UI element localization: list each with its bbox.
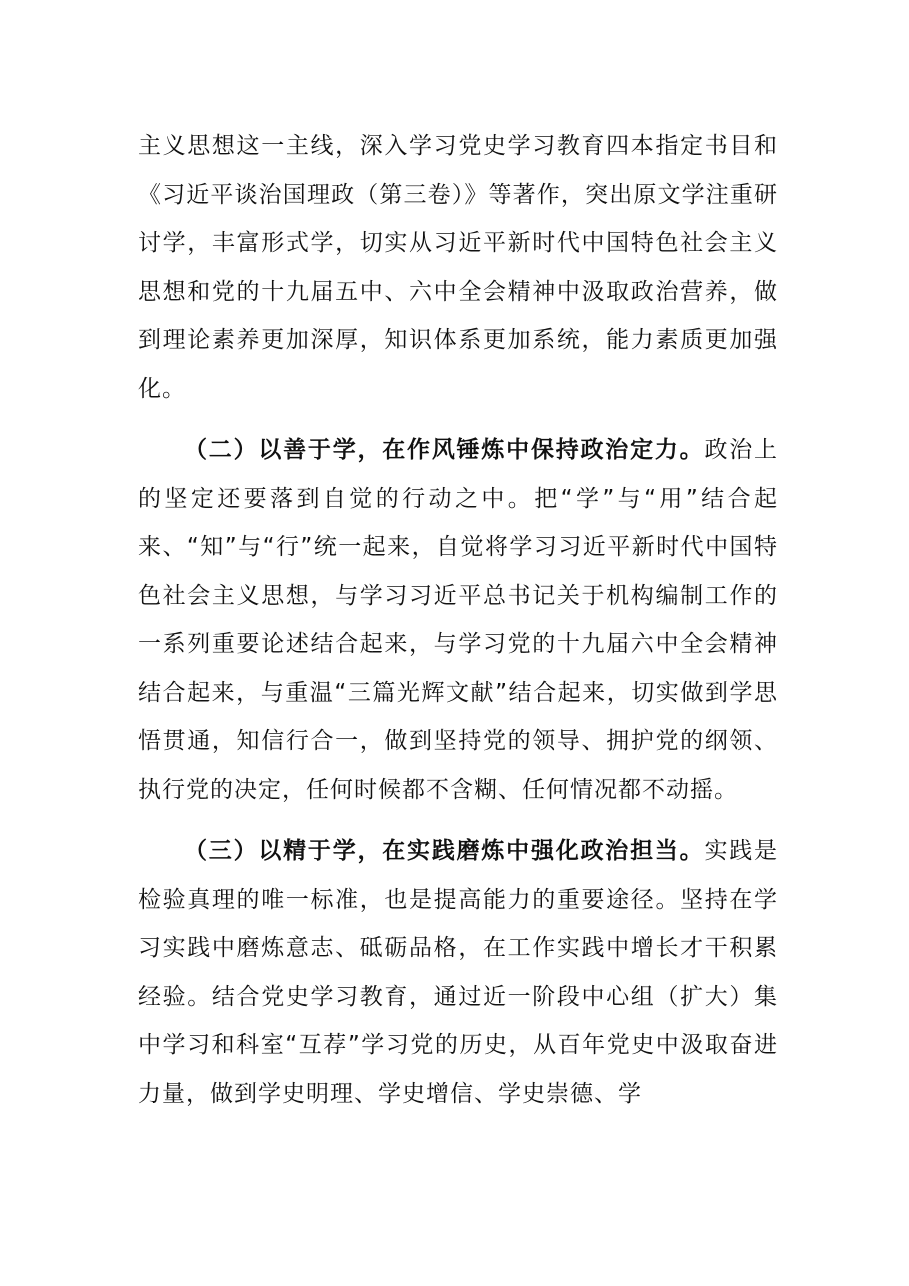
paragraph-1 — [138, 122, 778, 413]
paragraph-2-heading: （二）以善于学，在作风锤炼中保持政治定力。 — [184, 437, 705, 463]
paragraph-3 — [138, 827, 778, 1118]
paragraph-2 — [138, 426, 778, 814]
document-body — [138, 122, 778, 1118]
paragraph-2-body: 政治上的坚定还要落到自觉的行动之中。把“学”与“用”结合起来、“知”与“行”统一起来，自觉将学习习近平新时代中国特色社会主义思想，与学习习近平总书记关于机构编制工作的一系列重要论述结合起来，与学习党的十九届六中全会精神结合起来，与重温“三篇光辉文献”结合起来，切实做到学思悟贯通，知信行合一，做到坚持党的领导、拥护党的纲领、执行党的决定，任何时候都不含糊、任何情况都不动摇。 — [138, 437, 779, 803]
paragraph-3-heading: （三）以精于学，在实践磨炼中强化政治担当。 — [184, 838, 705, 864]
paragraph-1-body: 主义思想这一主线，深入学习党史学习教育四本指定书目和《习近平谈治国理政（第三卷）》等著作，突出原文学注重研讨学，丰富形式学，切实从习近平新时代中国特色社会主义思想和党的十九届五中、六中全会精神中汲取政治营养，做到理论素养更加深厚，知识体系更加系统，能力素质更加强化。 — [138, 133, 778, 402]
paragraph-3-body: 实践是检验真理的唯一标准，也是提高能力的重要途径。坚持在学习实践中磨炼意志、砥砺品格，在工作实践中增长才干积累经验。结合党史学习教育，通过近一阶段中心组（扩大）集中学习和科室“互荐”学习党的历史，从百年党史中汲取奋进力量，做到学史明理、学史增信、学史崇德、学 — [138, 838, 779, 1107]
